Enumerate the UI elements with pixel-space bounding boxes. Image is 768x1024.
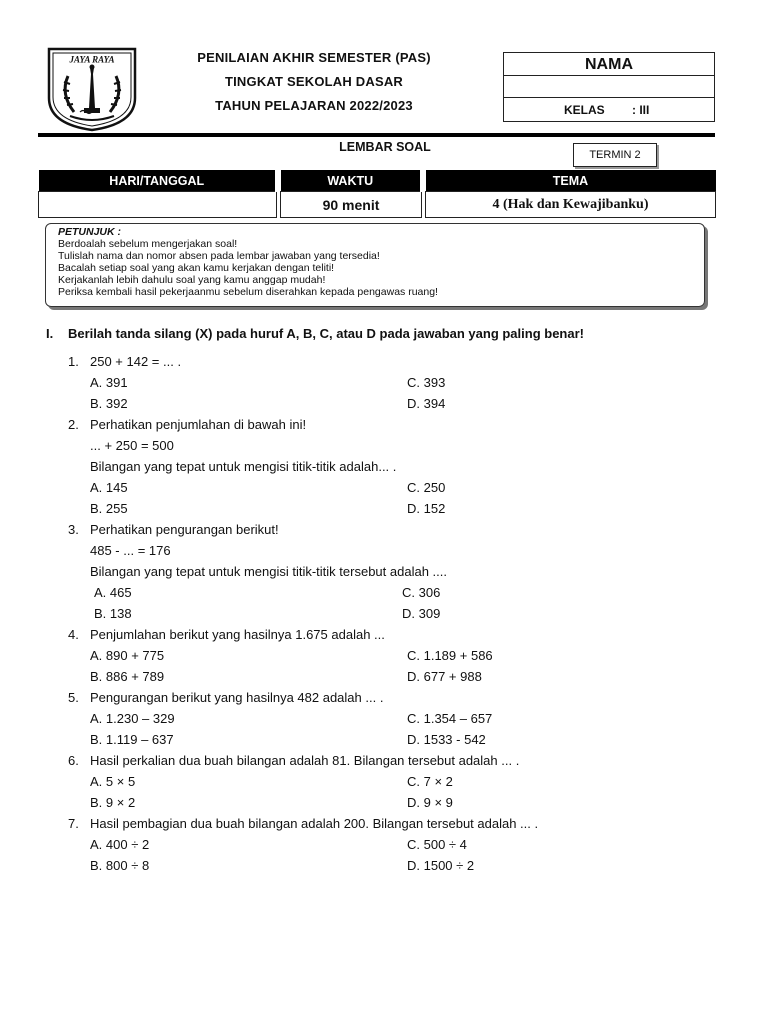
question-number: 1. [68, 354, 79, 369]
name-label: NAMA [504, 53, 714, 76]
school-level: TINGKAT SEKOLAH DASAR [224, 74, 403, 89]
logo-lettering: JAYA RAYA [69, 54, 115, 65]
option-c[interactable]: C. 306 [402, 585, 441, 600]
info-header-row [39, 170, 716, 192]
question-number: 7. [68, 816, 79, 831]
date-field[interactable] [39, 192, 277, 218]
option-d[interactable]: D. 1500 ÷ 2 [407, 858, 475, 873]
instruction-line: Berdoalah sebelum mengerjakan soal! [58, 238, 238, 250]
option-b[interactable]: B. 138 [94, 606, 132, 621]
option-a[interactable]: A. 400 ÷ 2 [90, 837, 150, 852]
option-d[interactable]: D. 152 [407, 501, 446, 516]
header-time: WAKTU [281, 170, 422, 192]
question-text: Hasil perkalian dua buah bilangan adalah 81. Bilangan tersebut adalah ... . [90, 753, 520, 768]
class-label: KELAS [564, 103, 605, 117]
question-number: 2. [68, 417, 79, 432]
instruction-line: Tulislah nama dan nomor absen pada lembar jawaban yang tersedia! [58, 250, 380, 262]
question-text: Perhatikan pengurangan berikut! [90, 522, 279, 537]
section-heading [46, 326, 584, 341]
option-b[interactable]: B. 800 ÷ 8 [90, 858, 150, 873]
question-equation: ... + 250 = 500 [90, 438, 174, 453]
info-value-row [39, 192, 716, 218]
option-c[interactable]: C. 1.354 – 657 [407, 711, 493, 726]
option-c[interactable]: C. 1.189 + 586 [407, 648, 493, 663]
option-a[interactable]: A. 5 × 5 [90, 774, 136, 789]
option-c[interactable]: C. 250 [407, 480, 446, 495]
question-text: 250 + 142 = ... . [90, 354, 182, 369]
question-text: Penjumlahan berikut yang hasilnya 1.675 adalah ... [90, 627, 385, 642]
instructions-title: PETUNJUK : [58, 226, 122, 238]
section-instruction: Berilah tanda silang (X) pada huruf A, B, C, atau D pada jawaban yang paling benar! [68, 326, 584, 341]
option-a[interactable]: A. 391 [90, 375, 128, 390]
question-text: Pengurangan berikut yang hasilnya 482 adalah ... . [90, 690, 384, 705]
option-a[interactable]: A. 145 [90, 480, 128, 495]
question-number: 3. [68, 522, 79, 537]
option-a[interactable]: A. 890 + 775 [90, 648, 165, 663]
option-d[interactable]: D. 309 [402, 606, 441, 621]
question-text: Hasil pembagian dua buah bilangan adalah 200. Bilangan tersebut adalah ... . [90, 816, 539, 831]
class-value: : III [632, 103, 650, 117]
question-prompt: Bilangan yang tepat untuk mengisi titik-titik tersebut adalah .... [90, 564, 447, 579]
instruction-line: Periksa kembali hasil pekerjaanmu sebelum diserahkan kepada pengawas ruang! [58, 286, 438, 298]
question-text: Perhatikan penjumlahan di bawah ini! [90, 417, 307, 432]
exam-title: PENILAIAN AKHIR SEMESTER (PAS) [197, 50, 431, 65]
sheet-title: LEMBAR SOAL [339, 140, 431, 154]
academic-year: TAHUN PELAJARAN 2022/2023 [215, 98, 413, 113]
school-emblem-logo [46, 46, 138, 132]
option-b[interactable]: B. 886 + 789 [90, 669, 165, 684]
time-value: 90 menit [281, 192, 422, 218]
option-c[interactable]: C. 393 [407, 375, 446, 390]
student-name-box [503, 52, 715, 122]
option-d[interactable]: D. 394 [407, 396, 446, 411]
header-divider [38, 133, 715, 137]
question-prompt: Bilangan yang tepat untuk mengisi titik-titik adalah... . [90, 459, 397, 474]
option-b[interactable]: B. 9 × 2 [90, 795, 136, 810]
instruction-line: Bacalah setiap soal yang akan kamu kerjakan dengan teliti! [58, 262, 335, 274]
question-equation: 485 - ... = 176 [90, 543, 171, 558]
name-field[interactable] [504, 76, 714, 98]
option-b[interactable]: B. 255 [90, 501, 128, 516]
option-c[interactable]: C. 500 ÷ 4 [407, 837, 467, 852]
theme-value: 4 (Hak dan Kewajibanku) [426, 192, 716, 218]
option-c[interactable]: C. 7 × 2 [407, 774, 453, 789]
option-b[interactable]: B. 392 [90, 396, 128, 411]
exam-info-table [38, 170, 716, 218]
term-badge: TERMIN 2 [573, 143, 657, 167]
class-row [504, 98, 714, 122]
option-d[interactable]: D. 1533 - 542 [407, 732, 486, 747]
instructions-box [45, 223, 705, 307]
question-number: 6. [68, 753, 79, 768]
header-theme: TEMA [426, 170, 716, 192]
option-d[interactable]: D. 9 × 9 [407, 795, 453, 810]
section-number: I. [46, 326, 54, 341]
instruction-line: Kerjakanlah lebih dahulu soal yang kamu anggap mudah! [58, 274, 326, 286]
option-d[interactable]: D. 677 + 988 [407, 669, 482, 684]
option-b[interactable]: B. 1.119 – 637 [90, 732, 174, 747]
option-a[interactable]: A. 1.230 – 329 [90, 711, 175, 726]
question-number: 5. [68, 690, 79, 705]
header-date: HARI/TANGGAL [39, 170, 277, 192]
question-number: 4. [68, 627, 79, 642]
option-a[interactable]: A. 465 [94, 585, 132, 600]
